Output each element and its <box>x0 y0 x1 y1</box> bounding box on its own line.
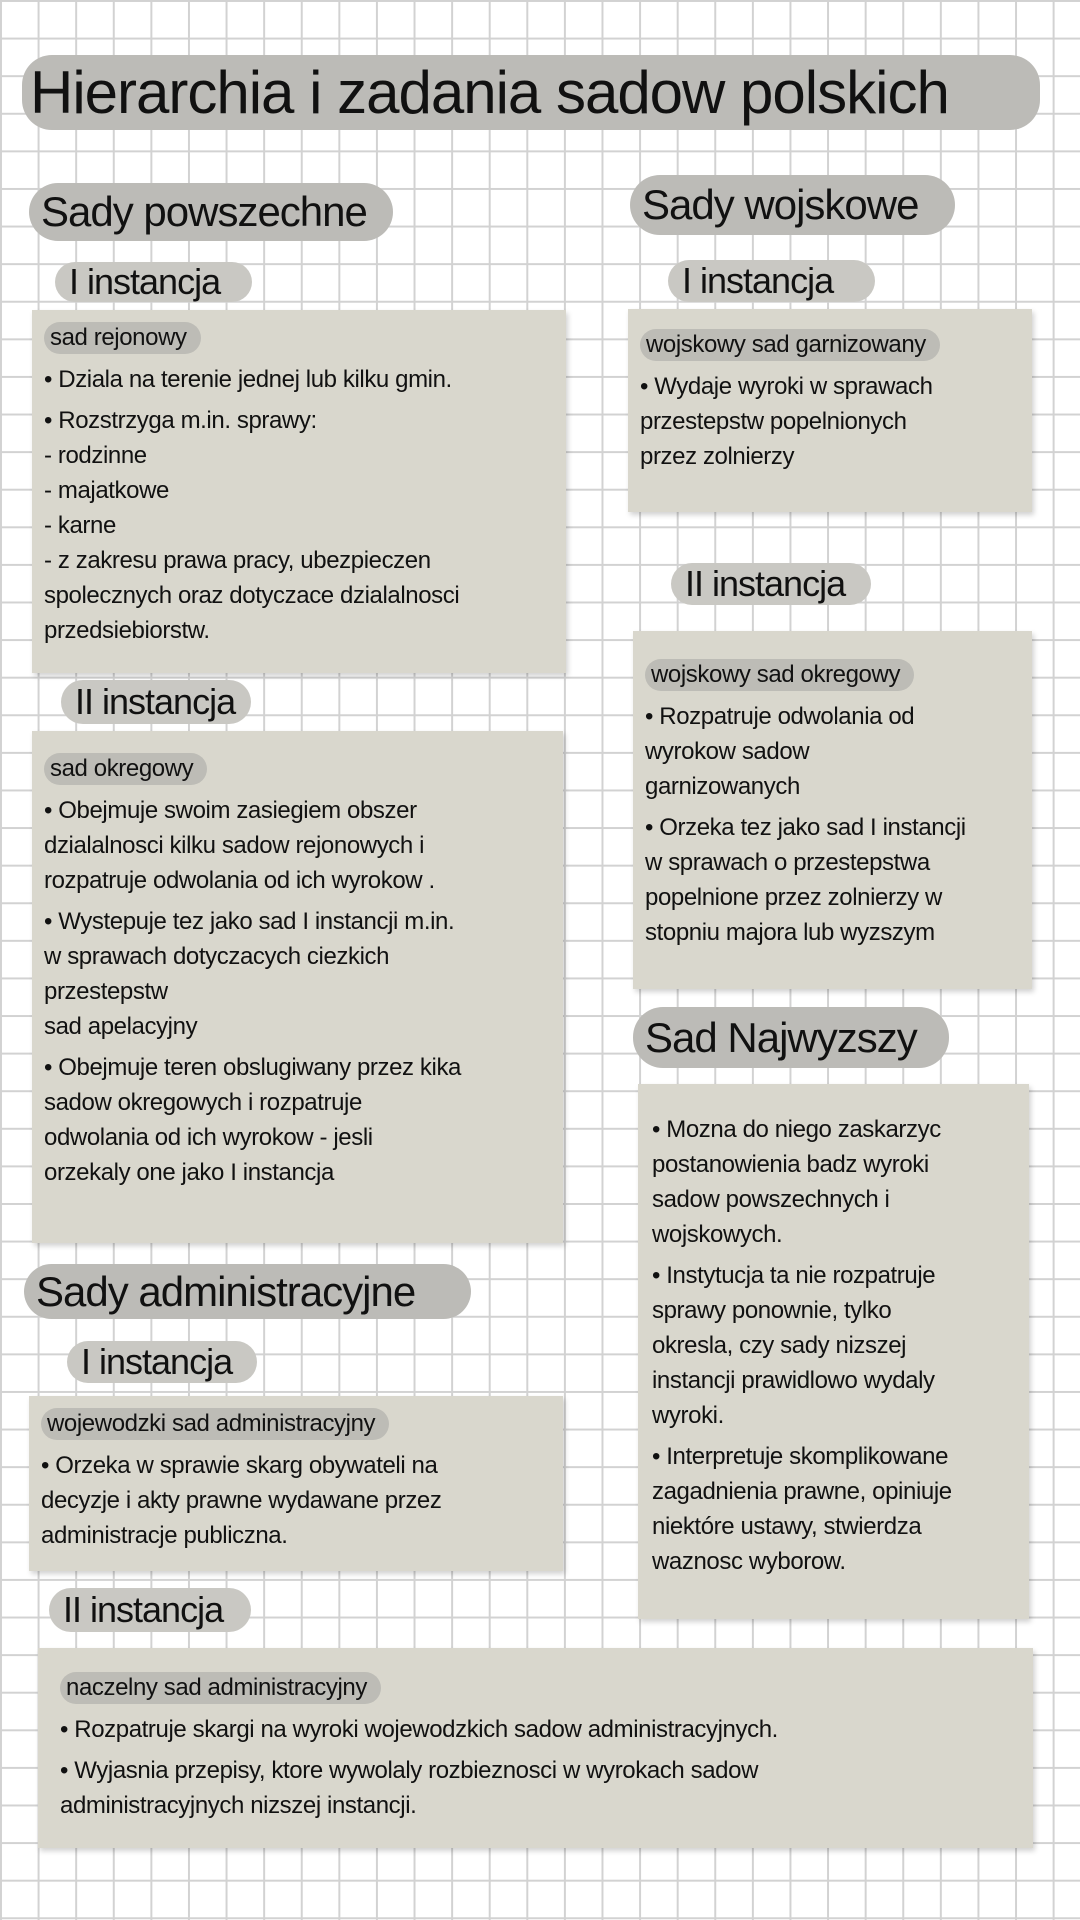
content-naczelny-sad <box>60 1712 1011 1823</box>
text-line: garnizowanych <box>645 773 800 800</box>
text-line: • Obejmuje swoim zasiegiem obszer <box>44 797 417 824</box>
label-naczelny-sad: naczelny sad administracyjny <box>60 1672 381 1704</box>
text-line: • Instytucja ta nie rozpatruje <box>652 1262 936 1289</box>
text-line: w sprawach dotyczacych ciezkich <box>44 943 390 970</box>
text-line: administracyjnych nizszej instancji. <box>60 1792 417 1819</box>
text-line: • Orzeka w sprawie skarg obywateli na <box>41 1452 438 1479</box>
content-wojewodzki-sad <box>41 1448 551 1553</box>
text-line: przestepstw popelnionych <box>640 408 907 435</box>
text-line: okresla, czy sady nizszej <box>652 1332 907 1359</box>
text-line: odwolania od ich wyrokow - jesli <box>44 1124 373 1151</box>
label-wojewodzki-sad: wojewodzki sad administracyjny <box>41 1408 389 1440</box>
text-line: - rodzinne <box>44 442 147 469</box>
subheading-powszechne-ii-instancja: II instancja <box>61 680 251 724</box>
content-sad-najwyzszy <box>652 1112 1015 1579</box>
content-sad-rejonowy <box>44 362 554 648</box>
text-line: administracje publiczna. <box>41 1522 288 1549</box>
text-line: • Wystepuje tez jako sad I instancji m.in. <box>44 908 455 935</box>
text-line: • Wydaje wyroki w sprawach <box>640 373 933 400</box>
text-line: decyzje i akty prawne wydawane przez <box>41 1487 442 1514</box>
subheading-administracyjne-ii-instancja: II instancja <box>49 1588 251 1632</box>
text-line: niektóre ustawy, stwierdza <box>652 1513 922 1540</box>
text-line: • Rozstrzyga m.in. sprawy: <box>44 407 317 434</box>
text-line: - z zakresu prawa pracy, ubezpieczen <box>44 547 431 574</box>
text-line: rozpatruje odwolania od ich wyrokow . <box>44 867 435 894</box>
text-line: sprawy ponownie, tylko <box>652 1297 892 1324</box>
text-line: • Rozpatruje odwolania od <box>645 703 915 730</box>
text-line: wojskowych. <box>652 1221 783 1248</box>
box-sad-okregowy <box>32 731 563 1243</box>
text-line: • Dziala na terenie jednej lub kilku gmin. <box>44 366 452 393</box>
content-sad-okregowy <box>44 793 551 1190</box>
text-line: spolecznych oraz dotyczace dzialalnosci <box>44 582 460 609</box>
text-line: • Orzeka tez jako sad I instancji <box>645 814 966 841</box>
content-sad-garnizowany <box>640 369 1020 474</box>
subheading-administracyjne-i-instancja: I instancja <box>67 1341 257 1383</box>
text-line: orzekaly one jako I instancja <box>44 1159 334 1186</box>
text-line: wyroki. <box>652 1402 724 1429</box>
label-sad-garnizowany: wojskowy sad garnizowany <box>640 329 940 361</box>
text-line: popelnione przez zolnierzy w <box>645 884 942 911</box>
text-line: przez zolnierzy <box>640 443 795 470</box>
text-line: waznosc wyborow. <box>652 1548 846 1575</box>
text-line: przedsiebiorstw. <box>44 617 210 644</box>
page-title: Hierarchia i zadania sadow polskich <box>22 55 1040 130</box>
text-line: przestepstw <box>44 978 168 1005</box>
text-line: • Mozna do niego zaskarzyc <box>652 1116 941 1143</box>
heading-sad-najwyzszy: Sad Najwyzszy <box>633 1007 949 1068</box>
text-line: postanowienia badz wyroki <box>652 1151 929 1178</box>
text-line: - karne <box>44 512 116 539</box>
text-line: zagadnienia prawne, opiniuje <box>652 1478 952 1505</box>
text-line: sadow powszechnych i <box>652 1186 890 1213</box>
subheading-wojskowe-ii-instancja: II instancja <box>671 563 871 605</box>
text-line: stopniu majora lub wyzszym <box>645 919 935 946</box>
text-line: • Rozpatruje skargi na wyroki wojewodzkich sadow administracyjnych. <box>60 1716 778 1743</box>
label-sad-rejonowy: sad rejonowy <box>44 322 201 354</box>
box-wojewodzki-sad-administracyjny <box>29 1396 563 1571</box>
text-line: - majatkowe <box>44 477 169 504</box>
label-sad-okregowy: sad okregowy <box>44 753 207 785</box>
heading-sady-powszechne: Sady powszechne <box>29 183 393 241</box>
box-sad-rejonowy <box>32 310 566 673</box>
box-sad-najwyzszy <box>638 1084 1029 1619</box>
text-line: • Interpretuje skomplikowane <box>652 1443 949 1470</box>
content-wojskowy-sad-okregowy <box>645 699 1020 950</box>
text-line: • Wyjasnia przepisy, ktore wywolaly rozbieznosci w wyrokach sadow <box>60 1757 758 1784</box>
heading-sady-wojskowe: Sady wojskowe <box>630 175 955 235</box>
text-line: sad apelacyjny <box>44 1013 198 1040</box>
text-line: wyrokow sadow <box>645 738 810 765</box>
text-line: w sprawach o przestepstwa <box>645 849 930 876</box>
subheading-powszechne-i-instancja: I instancja <box>55 262 252 302</box>
text-line: sadow okregowych i rozpatruje <box>44 1089 362 1116</box>
text-line: • Obejmuje teren obslugiwany przez kika <box>44 1054 462 1081</box>
heading-sady-administracyjne: Sady administracyjne <box>24 1264 471 1319</box>
box-wojskowy-sad-garnizowany <box>628 309 1032 512</box>
box-wojskowy-sad-okregowy <box>633 631 1032 989</box>
text-line: instancji prawidlowo wydaly <box>652 1367 935 1394</box>
box-naczelny-sad-administracyjny <box>38 1648 1033 1848</box>
subheading-wojskowe-i-instancja: I instancja <box>668 260 875 302</box>
text-line: dzialalnosci kilku sadow rejonowych i <box>44 832 425 859</box>
label-wojskowy-sad-okregowy: wojskowy sad okregowy <box>645 659 914 691</box>
